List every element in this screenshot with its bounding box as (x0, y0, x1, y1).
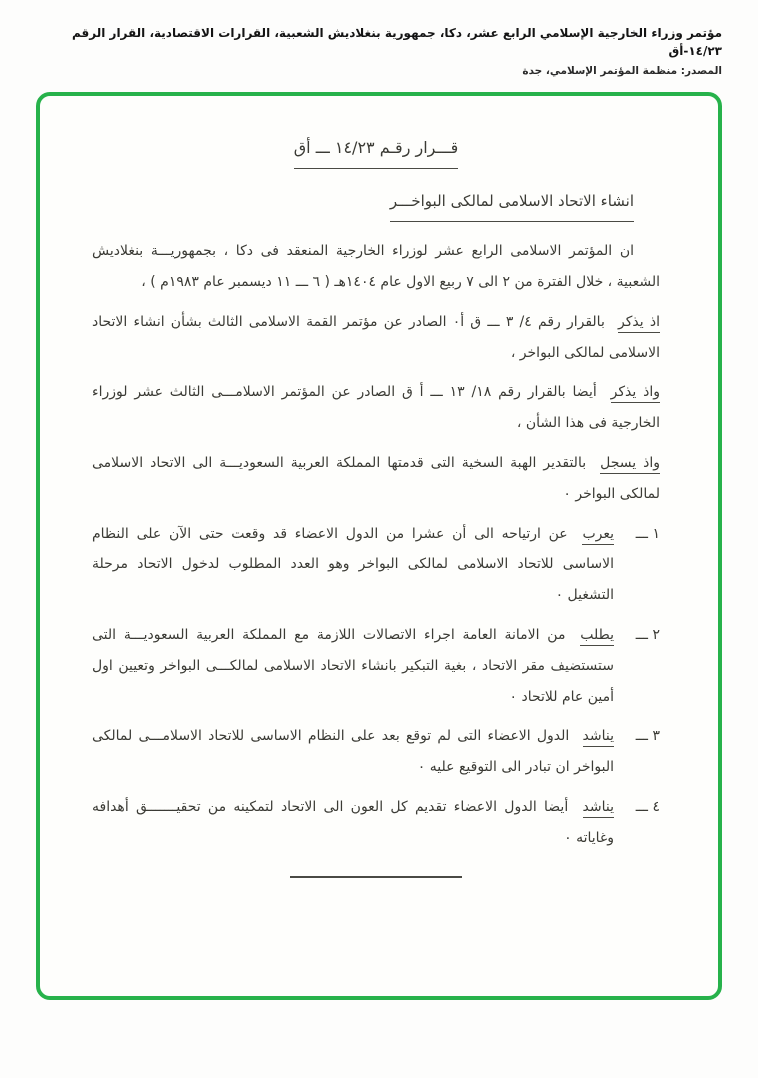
recital-lead-word: واذ يذكر (611, 384, 660, 403)
recital-text: بالقرار رقم ٤/ ٣ ـــ ق أ٠ الصادر عن مؤتمر القمة الاسلامى الثالث بشأن انشاء الاتحاد الاسلامى لمالكى البواخر ، (92, 313, 660, 361)
recital-clause (92, 377, 660, 439)
item-number: ٤ ـــ (635, 798, 660, 815)
item-number: ٢ ـــ (635, 626, 660, 643)
resolution-subject: انشاء الاتحاد الاسلامى لمالكى البواخـــر (390, 185, 634, 222)
item-body: أيضا الدول الاعضاء تقديم كل العون الى الاتحاد لتمكينه من تحقيـــــــق أهدافه وغاياته ٠ (92, 798, 614, 846)
numbered-item (92, 620, 660, 712)
resolution-subject-row (92, 179, 660, 222)
footer-rule (290, 876, 462, 878)
recital-text: بالتقدير الهبة السخية التى قدمتها المملكة العربية السعوديـــة الى الاتحاد الاسلامى لمالكى البواخر ٠ (92, 454, 660, 502)
item-lead-word: يناشد (583, 799, 614, 818)
item-number: ٣ ـــ (635, 728, 660, 745)
resolution-number-title: قـــرار رقـم ١٤/٢٣ ـــ أق (294, 130, 458, 169)
recital-lead-word: اذ يذكر (618, 314, 660, 333)
item-body: الدول الاعضاء التى لم توقع بعد على النظام الاساسى للاتحاد الاسلامـــى لمالكى البواخر ان تبادر الى التوقيع عليه ٠ (92, 728, 614, 776)
item-lead-word: يطلب (580, 627, 614, 646)
citation-line: مؤتمر وزراء الخارجية الإسلامي الرابع عشر، دكا، جمهورية بنغلاديش الشعبية، القرارات الاقتصادية، القرار الرقم ١٤/٢٣-أق (72, 26, 722, 58)
resolution-body (40, 96, 718, 878)
resolution-title-row (92, 130, 660, 169)
recital-lead-word: واذ يسجل (600, 455, 660, 474)
recital-clause (92, 448, 660, 510)
item-text (92, 792, 614, 854)
item-text (92, 620, 614, 712)
preamble-paragraph: ان المؤتمر الاسلامى الرابع عشر لوزراء الخارجية المنعقد فى دكا ، بجمهوريـــة بنغلاديش الشعبية ، خلال الفترة من ٢ الى ٧ ربيع الاول عام ١٤٠٤هـ ( ٦ ـــ ١١ ديسمبر عام ١٩٨٣م ) ، (92, 243, 660, 290)
recital-text: أيضا بالقرار رقم ١٨/ ١٣ ـــ أ ق الصادر عن المؤتمر الاسلامـــى الثالث عشر لوزراء الخارجية فى هذا الشأن ، (92, 384, 660, 432)
source-line: المصدر: منظمة المؤتمر الإسلامي، جدة (522, 65, 722, 77)
item-text (92, 519, 614, 611)
item-body: عن ارتياحه الى أن عشرا من الدول الاعضاء قد وقعت حتى الآن على النظام الاساسى للاتحاد الاسلامى لمالكى البواخر وهو العدد المطلوب لدخول الاتحاد مرحلة التشغيل ٠ (92, 525, 614, 604)
item-number: ١ ـــ (635, 525, 660, 542)
item-text (92, 721, 614, 783)
item-lead-word: يناشد (583, 728, 614, 747)
recital-clause (92, 307, 660, 369)
highlight-frame (36, 92, 722, 1000)
numbered-item (92, 721, 660, 783)
numbered-item (92, 519, 660, 611)
item-lead-word: يعرب (582, 526, 614, 545)
citation-header (0, 0, 758, 77)
numbered-item (92, 792, 660, 854)
item-body: من الامانة العامة اجراء الاتصالات اللازمة مع المملكة العربية السعوديـــة التى ستستضيف مقر الاتحاد ، بغية التبكير بانشاء الاتحاد الاسلامى لمالكـــى البواخر وتعيين اول أمين عام للاتحاد ٠ (92, 626, 614, 705)
